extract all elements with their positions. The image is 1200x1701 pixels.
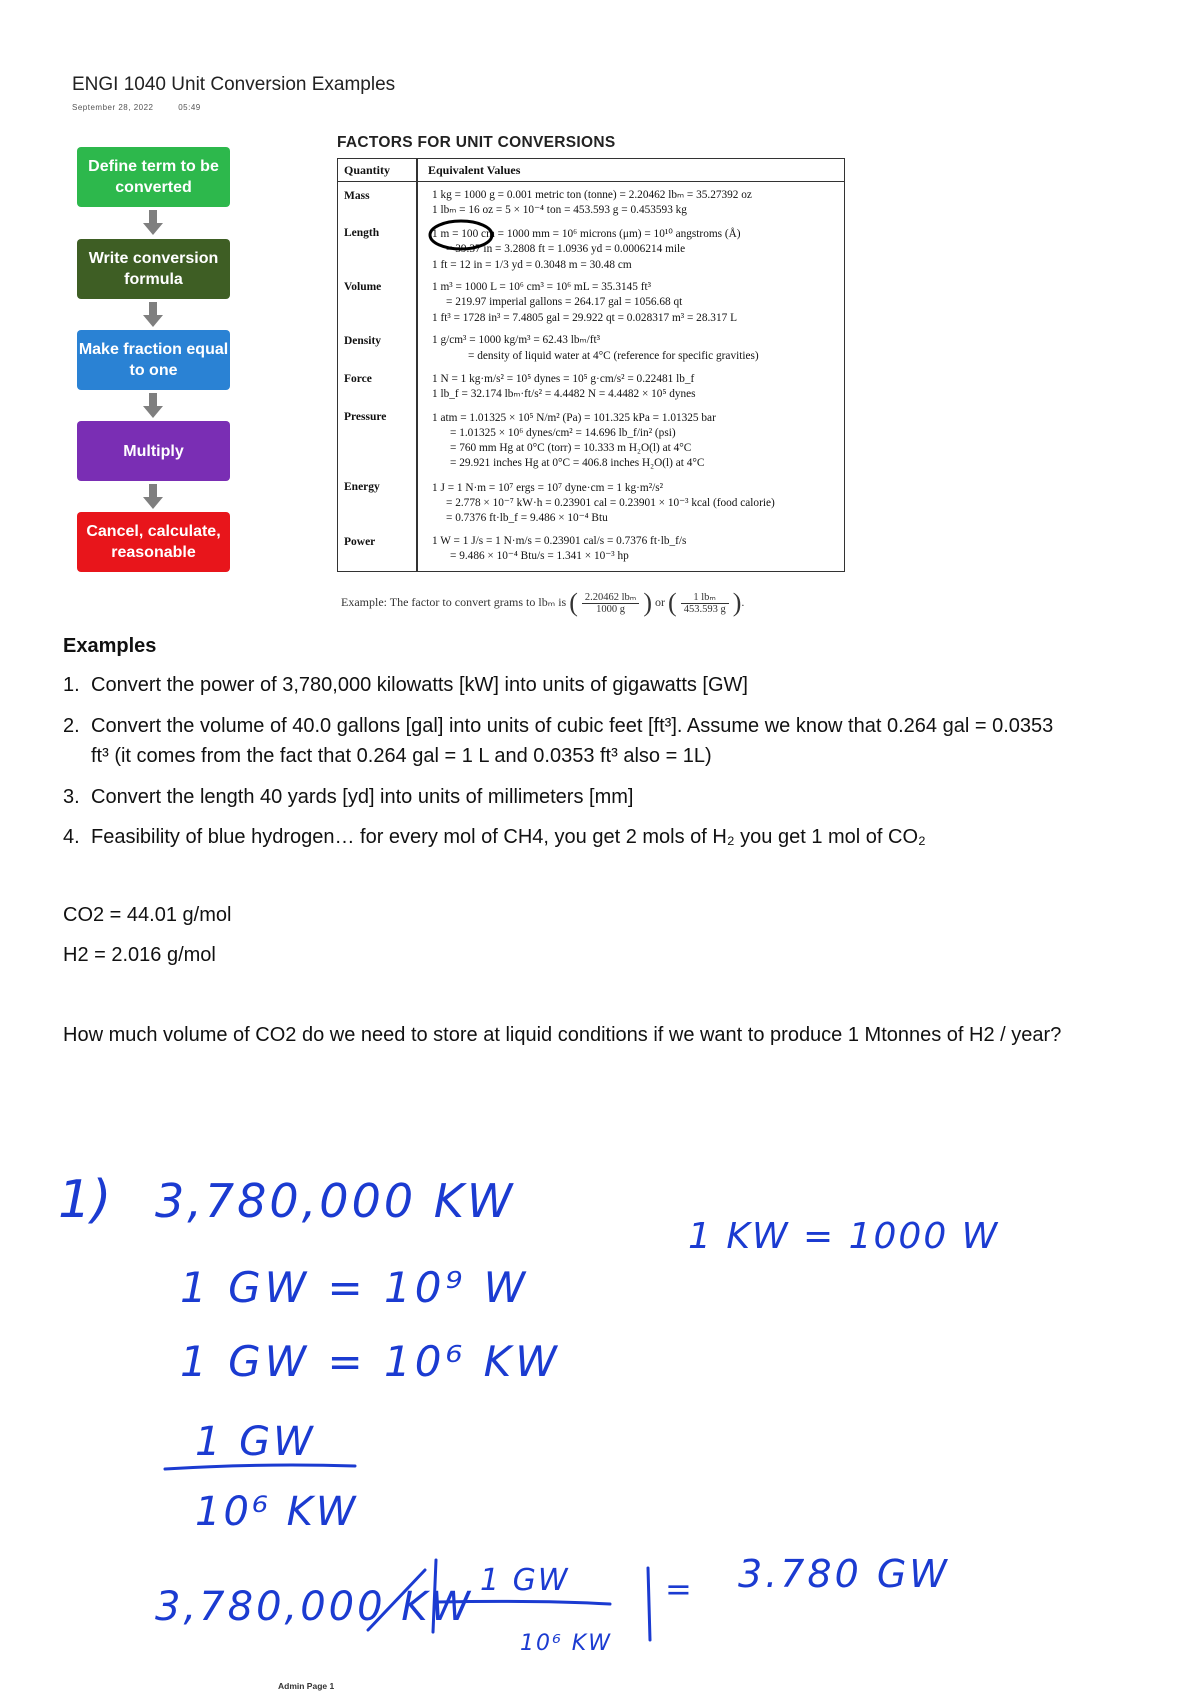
ink-side-note: 1 KW = 1000 W [688,1216,1000,1257]
table-cell: 1 g/cm³ = 1000 kg/m³ = 62.43 lbₘ/ft³ [432,334,601,346]
table-cell: 1 m³ = 1000 L = 10⁶ cm³ = 10⁶ mL = 35.3145 ft³ [432,281,652,293]
table-cell: 1 ft³ = 1728 in³ = 7.4805 gal = 29.922 qt = 0.028317 m³ = 28.317 L [432,312,737,324]
col-quantity: Quantity [344,163,391,177]
ink-given: 3,780,000 KW [155,1174,516,1228]
table-cell: = 1.01325 × 10⁶ dynes/cm² = 14.696 lb_f/in² (psi) [450,427,676,439]
table-cell: 1 N = 1 kg·m/s² = 10⁵ dynes = 10⁵ g·cm/s² = 0.22481 lb_f [432,373,695,385]
row-label-mass: Mass [344,190,370,202]
storage-question: How much volume of CO2 do we need to store at liquid conditions if we want to produce 1 Mtonnes of H2 / year? [63,1024,1062,1046]
ink-calc-num: 1 GW [480,1563,570,1598]
ink-result: 3.780 GW [738,1552,950,1596]
example-item-1: 1. Convert the power of 3,780,000 kilowatts [kW] into units of gigawatts [GW] [63,674,748,696]
ink-calc-left: 3,780,000 KW [155,1584,474,1630]
table-cell: 1 atm = 1.01325 × 10⁵ N/m² (Pa) = 101.325 kPa = 1.01325 bar [432,412,716,424]
table-cell: 1 lbₘ = 16 oz = 5 × 10⁻⁴ ton = 453.593 g = 0.453593 kg [432,204,687,216]
page-footer: Admin Page 1 [278,1681,335,1691]
row-label-density: Density [344,335,382,347]
h2-molar-mass: H2 = 2.016 g/mol [63,944,216,966]
table-cell: = 39.37 in = 3.2808 ft = 1.0936 yd = 0.0006214 mile [446,243,686,255]
step-make-fraction: Make fraction equal to one [77,330,230,390]
ink-calc-den: 10⁶ KW [520,1631,612,1656]
conversion-example-note: Example: The factor to convert grams to lbₘ is ( $\frac{\text{2.20462 lbₘ}}{1000 g}$ ) or ( $\frac{\text{1 lbₘ}}{453.593 g}$ ). [341,588,745,617]
ink-fact-1: 1 GW = 10⁹ W [180,1263,530,1312]
table-cell: 1 kg = 1000 g = 0.001 metric ton (tonne) = 2.20462 lbₘ = 35.27392 oz [432,189,752,201]
row-label-power: Power [344,536,376,548]
row-label-length: Length [344,227,380,239]
ink-frac-num: 1 GW [195,1419,316,1465]
example-item-4: 4. Feasibility of blue hydrogen… for every mol of CH4, you get 2 mols of H₂ you get 1 mol of CO₂ [63,826,926,848]
table-cell: 1 ft = 12 in = 1/3 yd = 0.3048 m = 30.48 cm [432,259,632,271]
ink-fact-2: 1 GW = 10⁶ KW [180,1337,561,1386]
ink-eq: = [665,1570,692,1608]
table-cell: = 29.921 inches Hg at 0°C = 406.8 inches H₂O(l) at 4°C [450,457,705,469]
step-cancel-calculate: Cancel, calculate, reasonable [77,512,230,572]
examples-heading: Examples [63,635,157,657]
step-write-formula: Write conversion formula [77,239,230,299]
table-cell: = 0.7376 ft·lb_f = 9.486 × 10⁻⁴ Btu [446,512,608,524]
page-title: ENGI 1040 Unit Conversion Examples [72,74,396,95]
table-cell: 1 lb_f = 32.174 lbₘ·ft/s² = 4.4482 N = 4.4482 × 10⁵ dynes [432,388,696,400]
table-cell: = 760 mm Hg at 0°C (torr) = 10.333 m H₂O(l) at 4°C [450,442,692,454]
col-equivalent: Equivalent Values [428,163,521,177]
table-cell: 1 W = 1 J/s = 1 N·m/s = 0.23901 cal/s = 0.7376 ft·lb_f/s [432,535,687,547]
time-text: 05:49 [178,103,201,112]
factors-title: FACTORS FOR UNIT CONVERSIONS [337,134,616,151]
ink-frac-den: 10⁶ KW [195,1489,359,1535]
table-cell: = density of liquid water at 4°C (reference for specific gravities) [468,350,759,362]
step-define-term: Define term to be converted [77,147,230,207]
date-text: September 28, 2022 [72,103,154,112]
row-label-volume: Volume [344,281,382,293]
example-item-2: 2. Convert the volume of 40.0 gallons [gal] into units of cubic feet [ft³]. Assume we know that 0.264 gal = 0.0353 ft³ (it comes from the fact that 0.264 gal = 1 L and 0.0353 ft³ also = 1L) [63,715,1054,767]
ink-fraction-bar [165,1465,355,1469]
table-cell: 1 m = 100 cm = 1000 mm = 10⁶ microns (μm) = 10¹⁰ angstroms (Å) [432,228,741,240]
co2-molar-mass: CO2 = 44.01 g/mol [63,904,232,926]
row-label-energy: Energy [344,481,380,493]
row-label-force: Force [344,373,372,385]
table-cell: 1 J = 1 N·m = 10⁷ ergs = 10⁷ dyne·cm = 1 kg·m²/s² [432,482,664,494]
step-multiply: Multiply [77,421,230,481]
table-cell: = 9.486 × 10⁻⁴ Btu/s = 1.341 × 10⁻³ hp [450,550,629,562]
ink-bar-2 [648,1568,650,1640]
example-item-3: 3. Convert the length 40 yards [yd] into units of millimeters [mm] [63,786,634,808]
table-cell: = 2.778 × 10⁻⁷ kW·h = 0.23901 cal = 0.23901 × 10⁻³ kcal (food calorie) [446,497,775,509]
ink-label: 1) [58,1170,112,1230]
row-label-pressure: Pressure [344,411,387,423]
table-cell: = 219.97 imperial gallons = 264.17 gal = 1056.68 qt [446,296,683,308]
